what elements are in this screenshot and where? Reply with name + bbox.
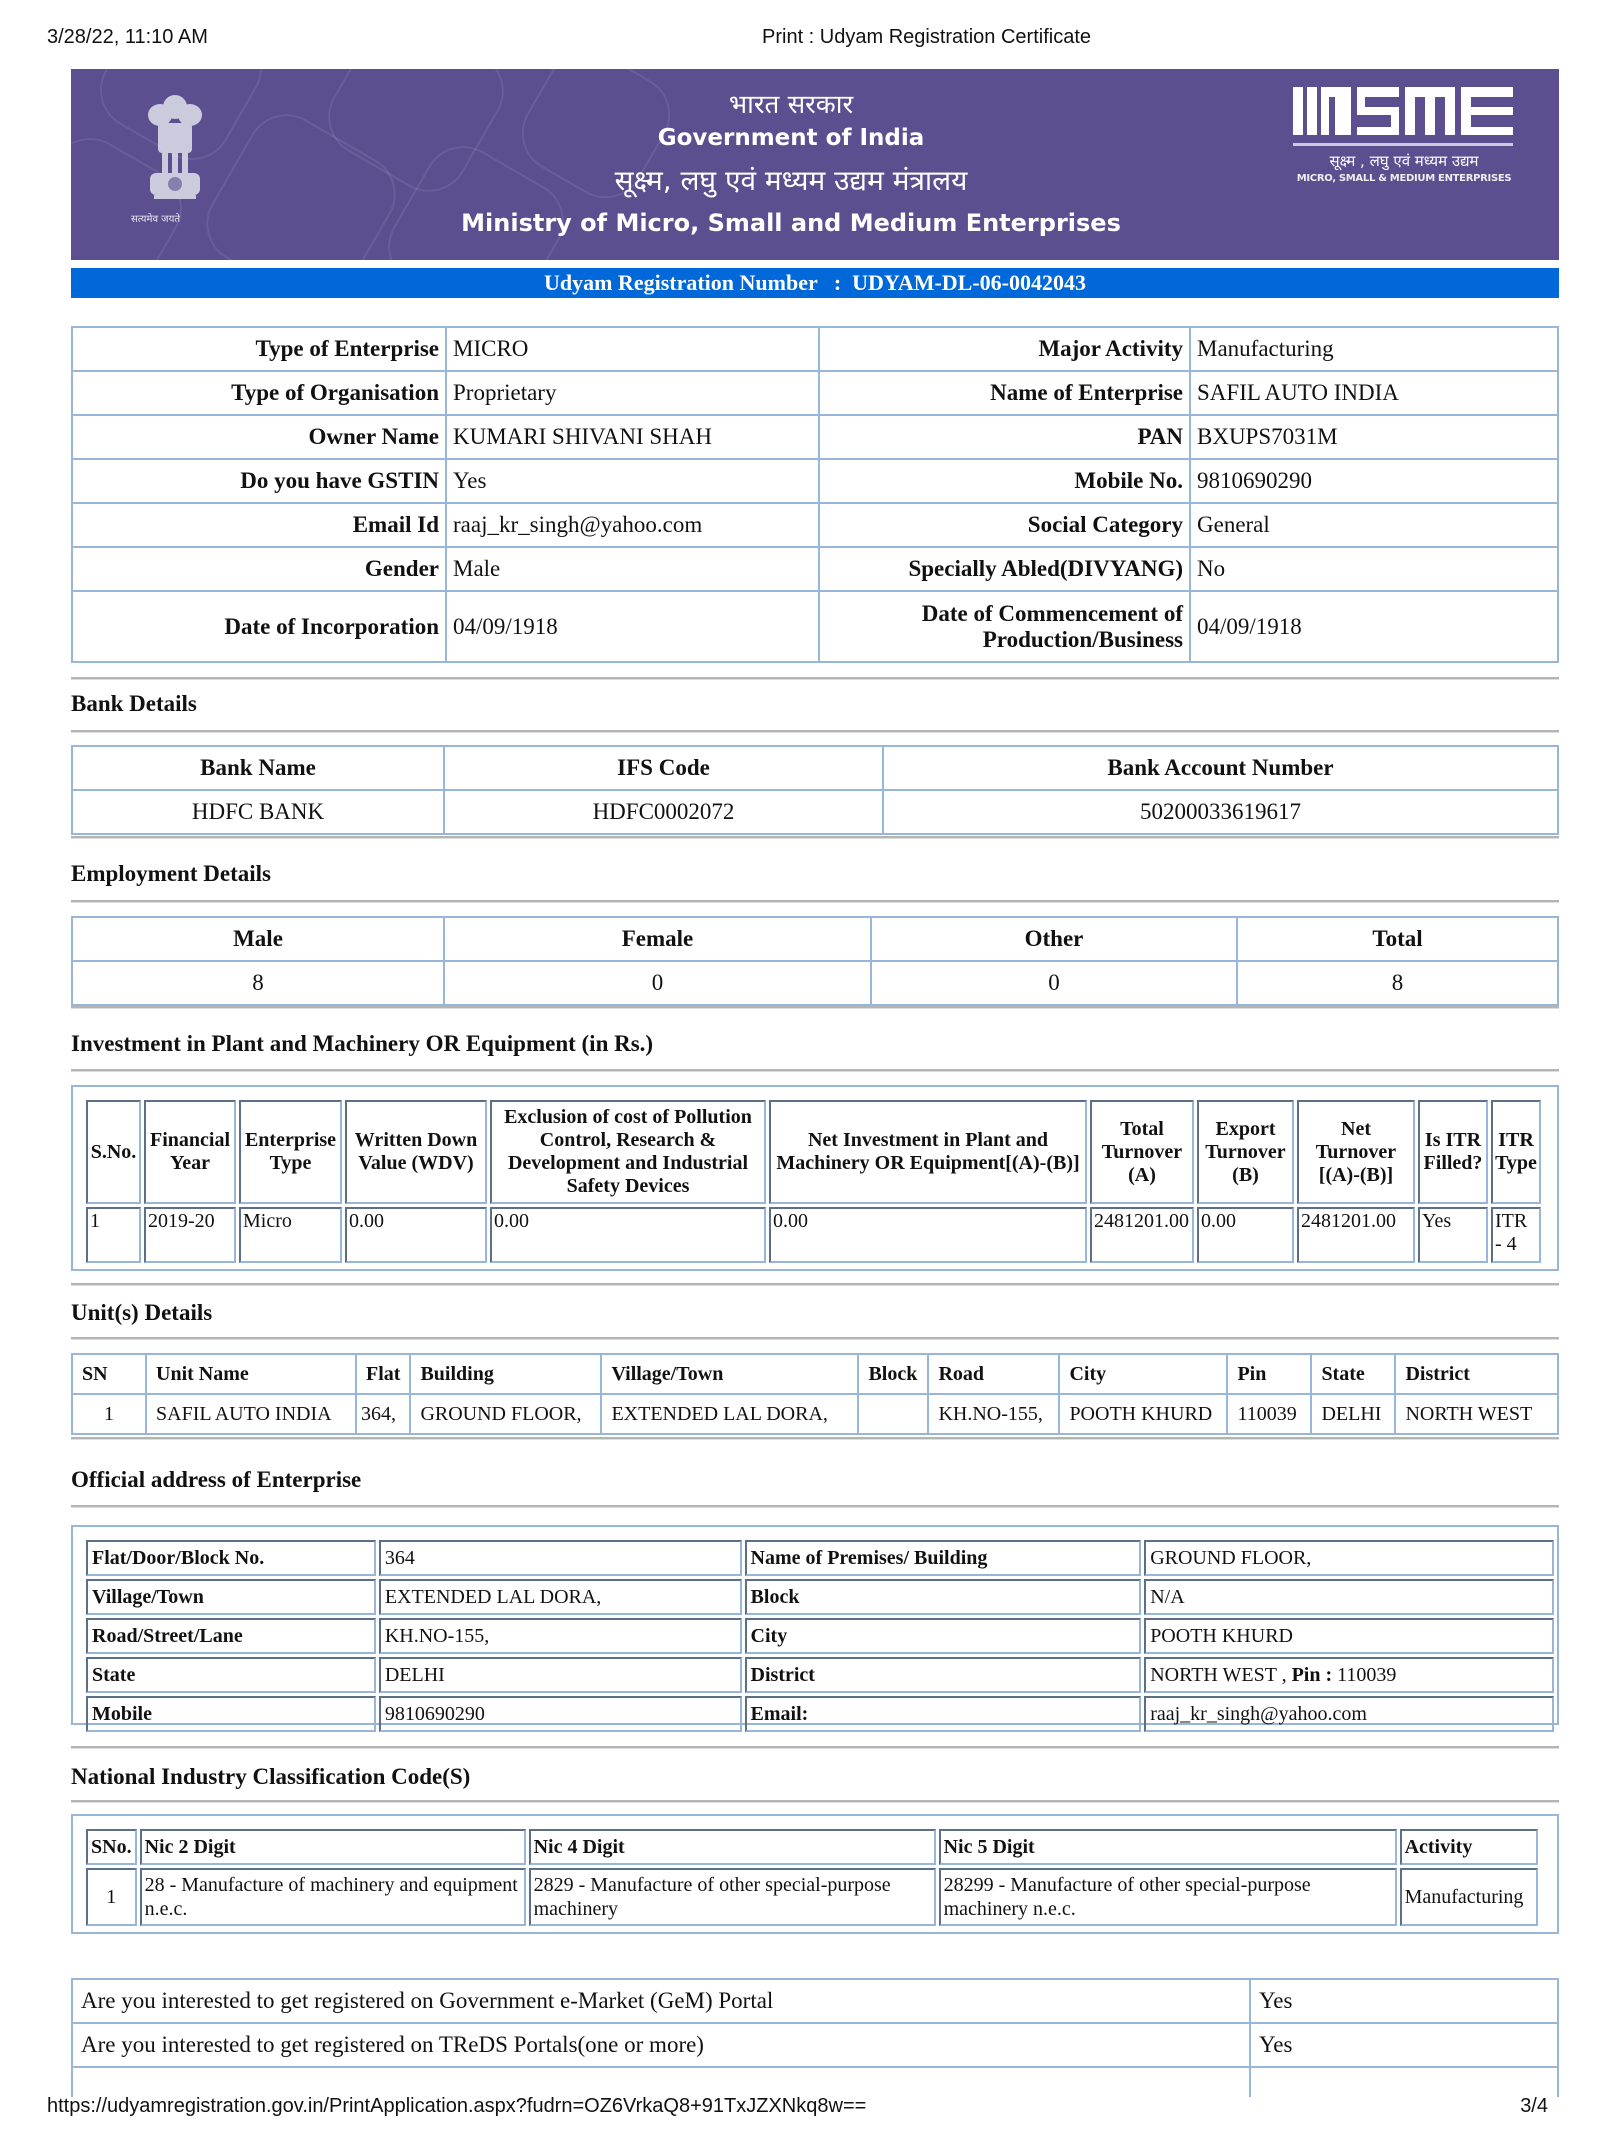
info-value: Manufacturing (1190, 327, 1558, 371)
cell: Yes (1418, 1207, 1488, 1263)
info-row (72, 371, 1558, 415)
info-row (72, 547, 1558, 591)
banner-hindi-gov: भारत सरकार (728, 90, 854, 120)
address-value: N/A (1144, 1579, 1554, 1615)
column-header: District (1395, 1354, 1558, 1394)
cell: NORTH WEST (1395, 1394, 1558, 1434)
cell: 1 (86, 1207, 141, 1263)
units-table (71, 1353, 1559, 1435)
info-value: Yes (446, 459, 819, 503)
info-row (72, 591, 1558, 662)
cell: GROUND FLOOR, (410, 1394, 601, 1434)
msme-logo-english: MICRO, SMALL & MEDIUM ENTERPRISES (1296, 173, 1512, 184)
official-address-box (71, 1525, 1559, 1725)
column-header: State (1311, 1354, 1395, 1394)
msme-logo-hindi: सूक्ष्म , लघु एवं मध्यम उद्यम (1329, 152, 1479, 170)
info-value: raaj_kr_singh@yahoo.com (446, 503, 819, 547)
divider (71, 1006, 1559, 1009)
district-value: NORTH WEST , (1150, 1663, 1287, 1686)
cell: POOTH KHURD (1059, 1394, 1227, 1434)
column-header: Export Turnover (B) (1197, 1100, 1294, 1204)
section-title-official-address: Official address of Enterprise (71, 1467, 362, 1492)
divider (71, 900, 1559, 903)
info-value: Proprietary (446, 371, 819, 415)
info-value: Male (446, 547, 819, 591)
national-emblem-icon (138, 89, 212, 207)
cell: Manufacturing (1400, 1868, 1538, 1926)
page-number: 3/4 (1520, 2095, 1548, 2117)
address-value-district-pin (1144, 1657, 1554, 1693)
cell: DELHI (1311, 1394, 1395, 1434)
info-label: Date of Incorporation (72, 591, 446, 662)
divider (71, 730, 1559, 733)
print-url: https://udyamregistration.gov.in/PrintApplication.aspx?fudrn=OZ6VrkaQ8+91TxJZXNkq8w== (47, 2095, 867, 2117)
cell: ITR - 4 (1491, 1207, 1541, 1263)
address-value: 364 (379, 1540, 742, 1576)
column-header: Nic 4 Digit (529, 1829, 936, 1865)
section-title-investment: Investment in Plant and Machinery OR Equipment (in Rs.) (71, 1031, 654, 1056)
info-value: General (1190, 503, 1558, 547)
account-number: 50200033619617 (883, 790, 1558, 834)
info-label: Mobile No. (819, 459, 1190, 503)
column-header: Village/Town (601, 1354, 858, 1394)
info-label: Specially Abled(DIVYANG) (819, 547, 1190, 591)
section-title-employment: Employment Details (71, 861, 271, 886)
address-value: POOTH KHURD (1144, 1618, 1554, 1654)
cell: 2481201.00 (1090, 1207, 1194, 1263)
divider (71, 836, 1559, 839)
ifs-code: HDFC0002072 (444, 790, 883, 834)
info-value: MICRO (446, 327, 819, 371)
registration-label: Udyam Registration Number (543, 270, 818, 295)
address-label: State (86, 1657, 376, 1693)
employee-count-other: 0 (871, 961, 1237, 1005)
official-address-table (83, 1537, 1557, 1735)
address-label: City (745, 1618, 1142, 1654)
nic-box (71, 1814, 1559, 1934)
column-header: Nic 2 Digit (140, 1829, 526, 1865)
print-header (0, 26, 1600, 52)
employee-count-female: 0 (444, 961, 871, 1005)
info-label: Type of Enterprise (72, 327, 446, 371)
divider (71, 1437, 1559, 1440)
column-header: Net Investment in Plant and Machinery OR Equipment[(A)-(B)] (769, 1100, 1087, 1204)
column-header: Total Turnover (A) (1090, 1100, 1194, 1204)
divider (71, 1746, 1559, 1749)
column-header: ITR Type (1491, 1100, 1541, 1204)
column-header: Unit Name (146, 1354, 356, 1394)
column-header: SNo. (86, 1829, 137, 1865)
info-value: 04/09/1918 (1190, 591, 1558, 662)
info-value: BXUPS7031M (1190, 415, 1558, 459)
column-header: SN (72, 1354, 146, 1394)
cell: 110039 (1227, 1394, 1311, 1434)
divider (71, 1505, 1559, 1508)
employee-count-male: 8 (72, 961, 444, 1005)
info-value: SAFIL AUTO INDIA (1190, 371, 1558, 415)
info-label: Do you have GSTIN (72, 459, 446, 503)
table-row (86, 1618, 1554, 1654)
info-label: Owner Name (72, 415, 446, 459)
divider (71, 677, 1559, 680)
column-header: Is ITR Filled? (1418, 1100, 1488, 1204)
column-header: Flat (356, 1354, 410, 1394)
address-label: Email: (745, 1696, 1142, 1732)
table-row (72, 961, 1558, 1005)
info-label: Type of Organisation (72, 371, 446, 415)
registration-number: UDYAM-DL-06-0042043 (852, 270, 1087, 295)
table-row (86, 1579, 1554, 1615)
cell: 0.00 (345, 1207, 487, 1263)
info-label: Email Id (72, 503, 446, 547)
print-title: Print : Udyam Registration Certificate (762, 26, 1092, 48)
bank-table (71, 745, 1559, 835)
section-title-bank: Bank Details (71, 691, 197, 716)
info-value: 9810690290 (1190, 459, 1558, 503)
registration-number-bar (71, 268, 1559, 298)
portal-answer: Yes (1250, 1979, 1558, 2023)
table-header-row (72, 917, 1558, 961)
section-title-units: Unit(s) Details (71, 1300, 213, 1325)
address-value: raaj_kr_singh@yahoo.com (1144, 1696, 1554, 1732)
info-row (72, 503, 1558, 547)
bank-name: HDFC BANK (72, 790, 444, 834)
column-header: Road (928, 1354, 1059, 1394)
pin-label: Pin : (1291, 1663, 1333, 1686)
column-header: Bank Name (72, 746, 444, 790)
info-label: Name of Enterprise (819, 371, 1190, 415)
cell: 28299 - Manufacture of other special-purpose machinery n.e.c. (939, 1868, 1397, 1926)
cell: EXTENDED LAL DORA, (601, 1394, 858, 1434)
column-header: Enterprise Type (239, 1100, 342, 1204)
column-header: Exclusion of cost of Pollution Control, Research & Development and Industrial Safety Devices (490, 1100, 766, 1204)
info-label: Major Activity (819, 327, 1190, 371)
divider (71, 1283, 1559, 1286)
cell (1250, 2067, 1558, 2097)
portal-answer: Yes (1250, 2023, 1558, 2067)
table-header-row (86, 1829, 1538, 1865)
column-header: S.No. (86, 1100, 141, 1204)
column-header: Female (444, 917, 871, 961)
cell: 1 (86, 1868, 137, 1926)
cell: 2019-20 (144, 1207, 236, 1263)
address-label: Mobile (86, 1696, 376, 1732)
table-header-row (86, 1100, 1541, 1204)
pin-value: 110039 (1337, 1663, 1397, 1686)
msme-logo-icon (1293, 87, 1515, 157)
address-label: Road/Street/Lane (86, 1618, 376, 1654)
portal-interest-table (71, 1978, 1559, 2097)
investment-box (71, 1085, 1559, 1271)
info-label: PAN (819, 415, 1190, 459)
cell: KH.NO-155, (928, 1394, 1059, 1434)
address-label: District (745, 1657, 1142, 1693)
info-label: Social Category (819, 503, 1190, 547)
info-label: Gender (72, 547, 446, 591)
info-value: No (1190, 547, 1558, 591)
divider (71, 1069, 1559, 1072)
banner-english-ministry: Ministry of Micro, Small and Medium Enterprises (461, 209, 1121, 237)
address-value: GROUND FLOOR, (1144, 1540, 1554, 1576)
table-row (86, 1696, 1554, 1732)
banner-hindi-ministry: सूक्ष्म, लघु एवं मध्यम उद्यम मंत्रालय (614, 164, 968, 197)
cell: 2481201.00 (1297, 1207, 1415, 1263)
column-header: Financial Year (144, 1100, 236, 1204)
column-header: Bank Account Number (883, 746, 1558, 790)
address-value: DELHI (379, 1657, 742, 1693)
column-header: Block (858, 1354, 928, 1394)
cell: 1 (72, 1394, 146, 1434)
print-datetime: 3/28/22, 11:10 AM (47, 26, 208, 48)
employee-count-total: 8 (1237, 961, 1558, 1005)
column-header: Pin (1227, 1354, 1311, 1394)
cell: Micro (239, 1207, 342, 1263)
column-header: Net Turnover [(A)-(B)] (1297, 1100, 1415, 1204)
enterprise-info-table (71, 326, 1559, 663)
column-header: Male (72, 917, 444, 961)
column-header: IFS Code (444, 746, 883, 790)
column-header: Building (410, 1354, 601, 1394)
table-row (86, 1540, 1554, 1576)
ministry-banner (71, 69, 1559, 260)
cell: 0.00 (1197, 1207, 1294, 1263)
address-value: 9810690290 (379, 1696, 742, 1732)
info-row (72, 415, 1558, 459)
address-label: Flat/Door/Block No. (86, 1540, 376, 1576)
cell: 0.00 (490, 1207, 766, 1263)
cell: SAFIL AUTO INDIA (146, 1394, 356, 1434)
registration-separator: : (833, 270, 842, 295)
cell: 364, (356, 1394, 410, 1434)
column-header: City (1059, 1354, 1227, 1394)
emblem-motto: सत्यमेव जयते (131, 214, 181, 225)
column-header: Total (1237, 917, 1558, 961)
address-value: EXTENDED LAL DORA, (379, 1579, 742, 1615)
cell: 28 - Manufacture of machinery and equipment n.e.c. (140, 1868, 526, 1926)
portal-question: Are you interested to get registered on Government e-Market (GeM) Portal (72, 1979, 1250, 2023)
table-row (86, 1868, 1538, 1926)
table-row (72, 2023, 1558, 2067)
column-header: Written Down Value (WDV) (345, 1100, 487, 1204)
info-value: 04/09/1918 (446, 591, 819, 662)
table-row (86, 1207, 1541, 1263)
cell (72, 2067, 1250, 2097)
cell: 2829 - Manufacture of other special-purpose machinery (529, 1868, 936, 1926)
table-row (72, 790, 1558, 834)
portal-question: Are you interested to get registered on TReDS Portals(one or more) (72, 2023, 1250, 2067)
table-header-row (72, 1354, 1558, 1394)
column-header: Nic 5 Digit (939, 1829, 1397, 1865)
column-header: Other (871, 917, 1237, 961)
section-title-nic: National Industry Classification Code(S) (71, 1764, 471, 1789)
divider (71, 1337, 1559, 1340)
nic-table (83, 1826, 1541, 1929)
table-row-cut (72, 2067, 1558, 2097)
address-label: Block (745, 1579, 1142, 1615)
investment-table (83, 1097, 1544, 1266)
print-footer (0, 2095, 1600, 2121)
address-value: KH.NO-155, (379, 1618, 742, 1654)
banner-english-gov: Government of India (657, 125, 925, 151)
info-label: Date of Commencement of Production/Business (819, 591, 1190, 662)
table-header-row (72, 746, 1558, 790)
table-row (86, 1657, 1554, 1693)
address-label: Village/Town (86, 1579, 376, 1615)
employment-table (71, 916, 1559, 1006)
table-row (72, 1979, 1558, 2023)
info-row (72, 459, 1558, 503)
address-label: Name of Premises/ Building (745, 1540, 1142, 1576)
info-value: KUMARI SHIVANI SHAH (446, 415, 819, 459)
cell (858, 1394, 928, 1434)
table-row (72, 1394, 1558, 1434)
column-header: Activity (1400, 1829, 1538, 1865)
divider (71, 1800, 1559, 1803)
info-row (72, 327, 1558, 371)
cell: 0.00 (769, 1207, 1087, 1263)
